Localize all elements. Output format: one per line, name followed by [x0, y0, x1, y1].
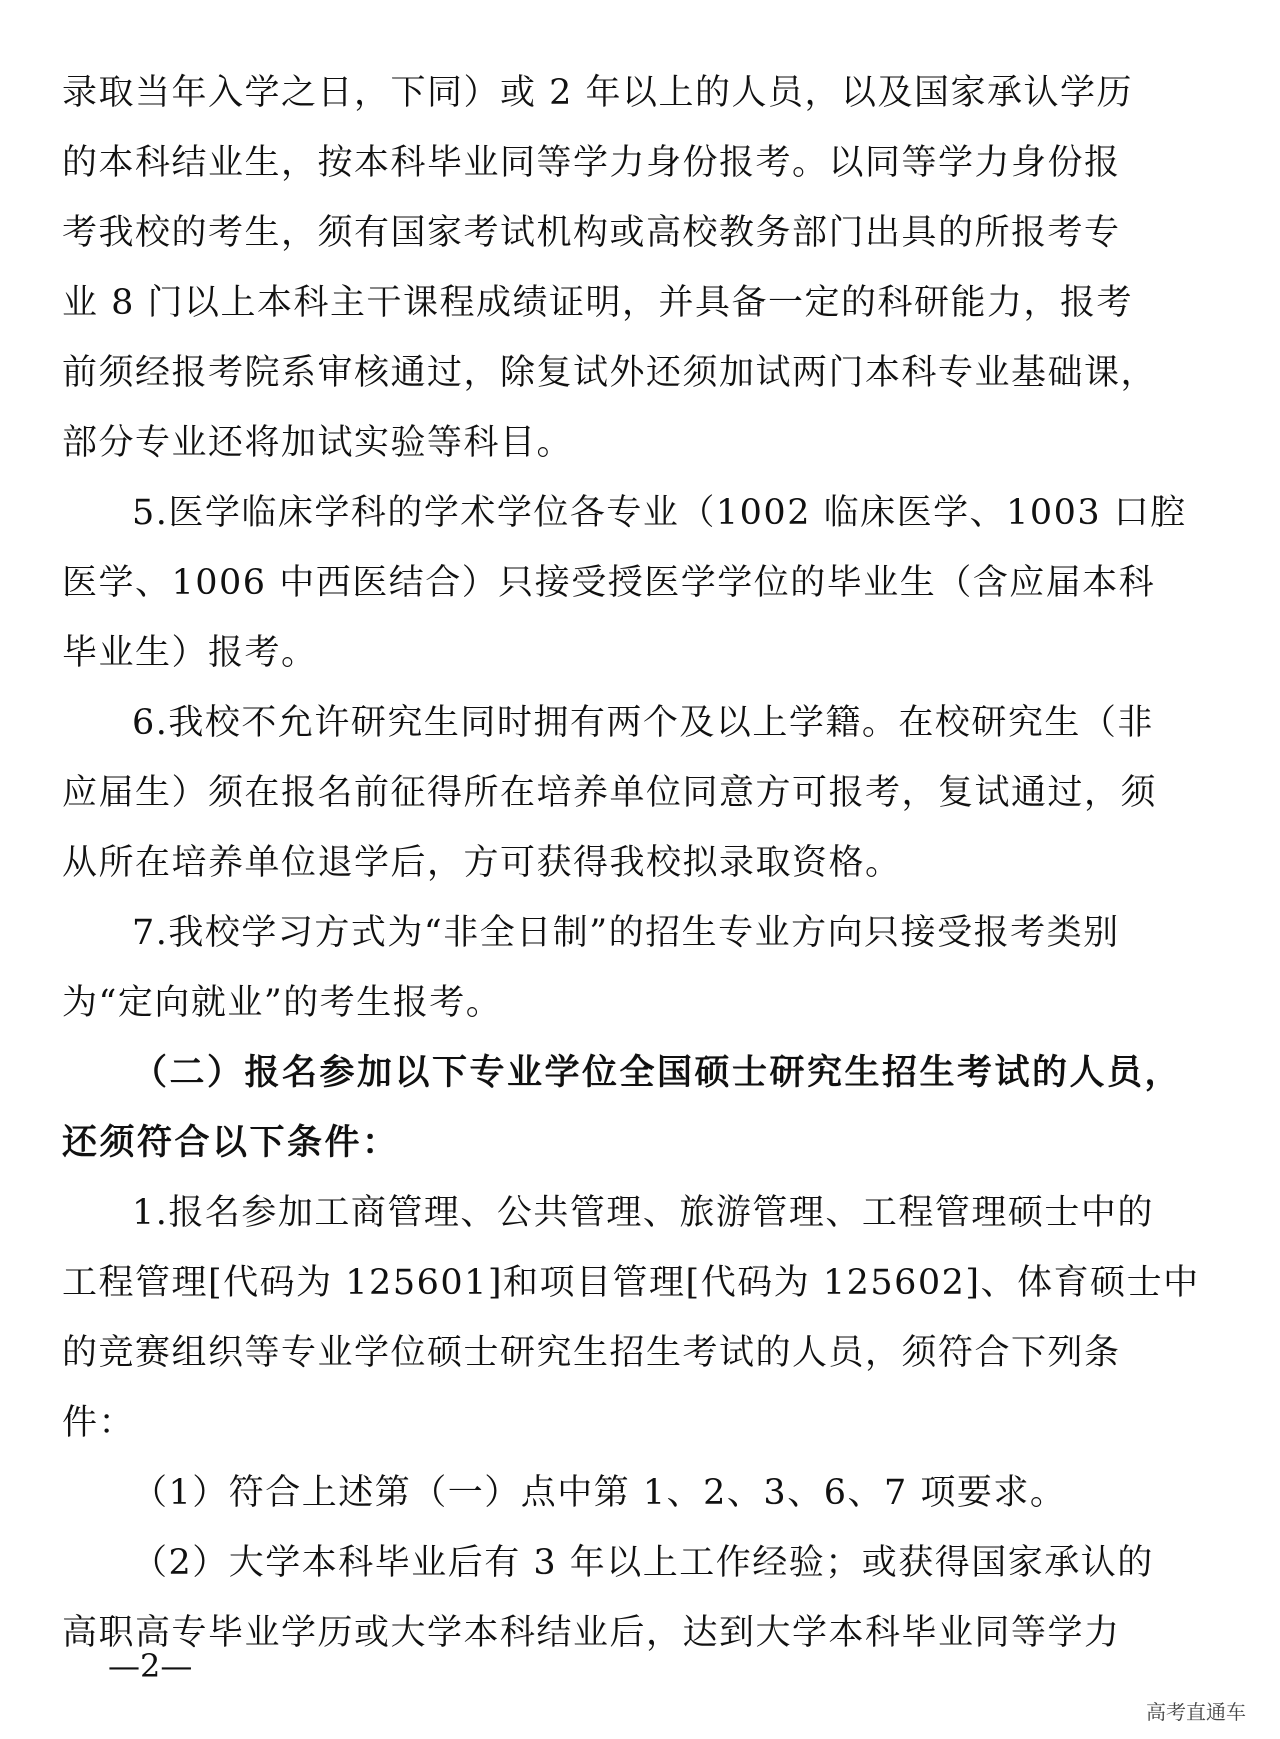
text-line: 7.我校学习方式为“非全日制”的招生专业方向只接受报考类别: [132, 913, 1120, 953]
text-line: 件：: [62, 1403, 136, 1443]
text-line: （1）符合上述第（一）点中第 1、2、3、6、7 项要求。: [132, 1473, 1067, 1513]
text-line: 6.我校不允许研究生同时拥有两个及以上学籍。在校研究生（非: [132, 703, 1154, 743]
text-line: 5.医学临床学科的学术学位各专业（1002 临床医学、1003 口腔: [132, 493, 1187, 533]
text-line: 的本科结业生，按本科毕业同等学力身份报考。以同等学力身份报: [62, 143, 1121, 183]
watermark: 高考直通车: [1146, 1700, 1246, 1724]
text-line: 业 8 门以上本科主干课程成绩证明，并具备一定的科研能力，报考: [62, 283, 1134, 323]
text-line: 高职高专毕业学历或大学本科结业后，达到大学本科毕业同等学力: [62, 1613, 1121, 1653]
text-line: 1.报名参加工商管理、公共管理、旅游管理、工程管理硕士中的: [132, 1193, 1154, 1233]
text-line: 应届生）须在报名前征得所在培养单位同意方可报考，复试通过，须: [62, 773, 1158, 813]
page-number: —2—: [108, 1647, 193, 1685]
text-line: 毕业生）报考。: [62, 633, 318, 673]
text-line: 为“定向就业”的考生报考。: [62, 983, 503, 1023]
text-line: （2）大学本科毕业后有 3 年以上工作经验；或获得国家承认的: [132, 1543, 1154, 1583]
text-line: 工程管理[代码为 125601]和项目管理[代码为 125602]、体育硕士中: [62, 1263, 1200, 1303]
text-line: 还须符合以下条件：: [62, 1122, 400, 1163]
text-line: （二）报名参加以下专业学位全国硕士研究生招生考试的人员，: [132, 1052, 1183, 1093]
text-line: 考我校的考生，须有国家考试机构或高校教务部门出具的所报考专: [62, 213, 1121, 253]
text-line: 的竞赛组织等专业学位硕士研究生招生考试的人员，须符合下列条: [62, 1333, 1121, 1373]
document-body: [62, 58, 1200, 1668]
text-line: 部分专业还将加试实验等科目。: [62, 423, 574, 463]
text-line: 从所在培养单位退学后，方可获得我校拟录取资格。: [62, 843, 902, 883]
text-line: 前须经报考院系审核通过，除复试外还须加试两门本科专业基础课，: [62, 353, 1158, 393]
text-line: 录取当年入学之日，下同）或 2 年以上的人员，以及国家承认学历: [62, 73, 1134, 113]
text-line: 医学、1006 中西医结合）只接受授医学学位的毕业生（含应届本科: [62, 563, 1156, 603]
